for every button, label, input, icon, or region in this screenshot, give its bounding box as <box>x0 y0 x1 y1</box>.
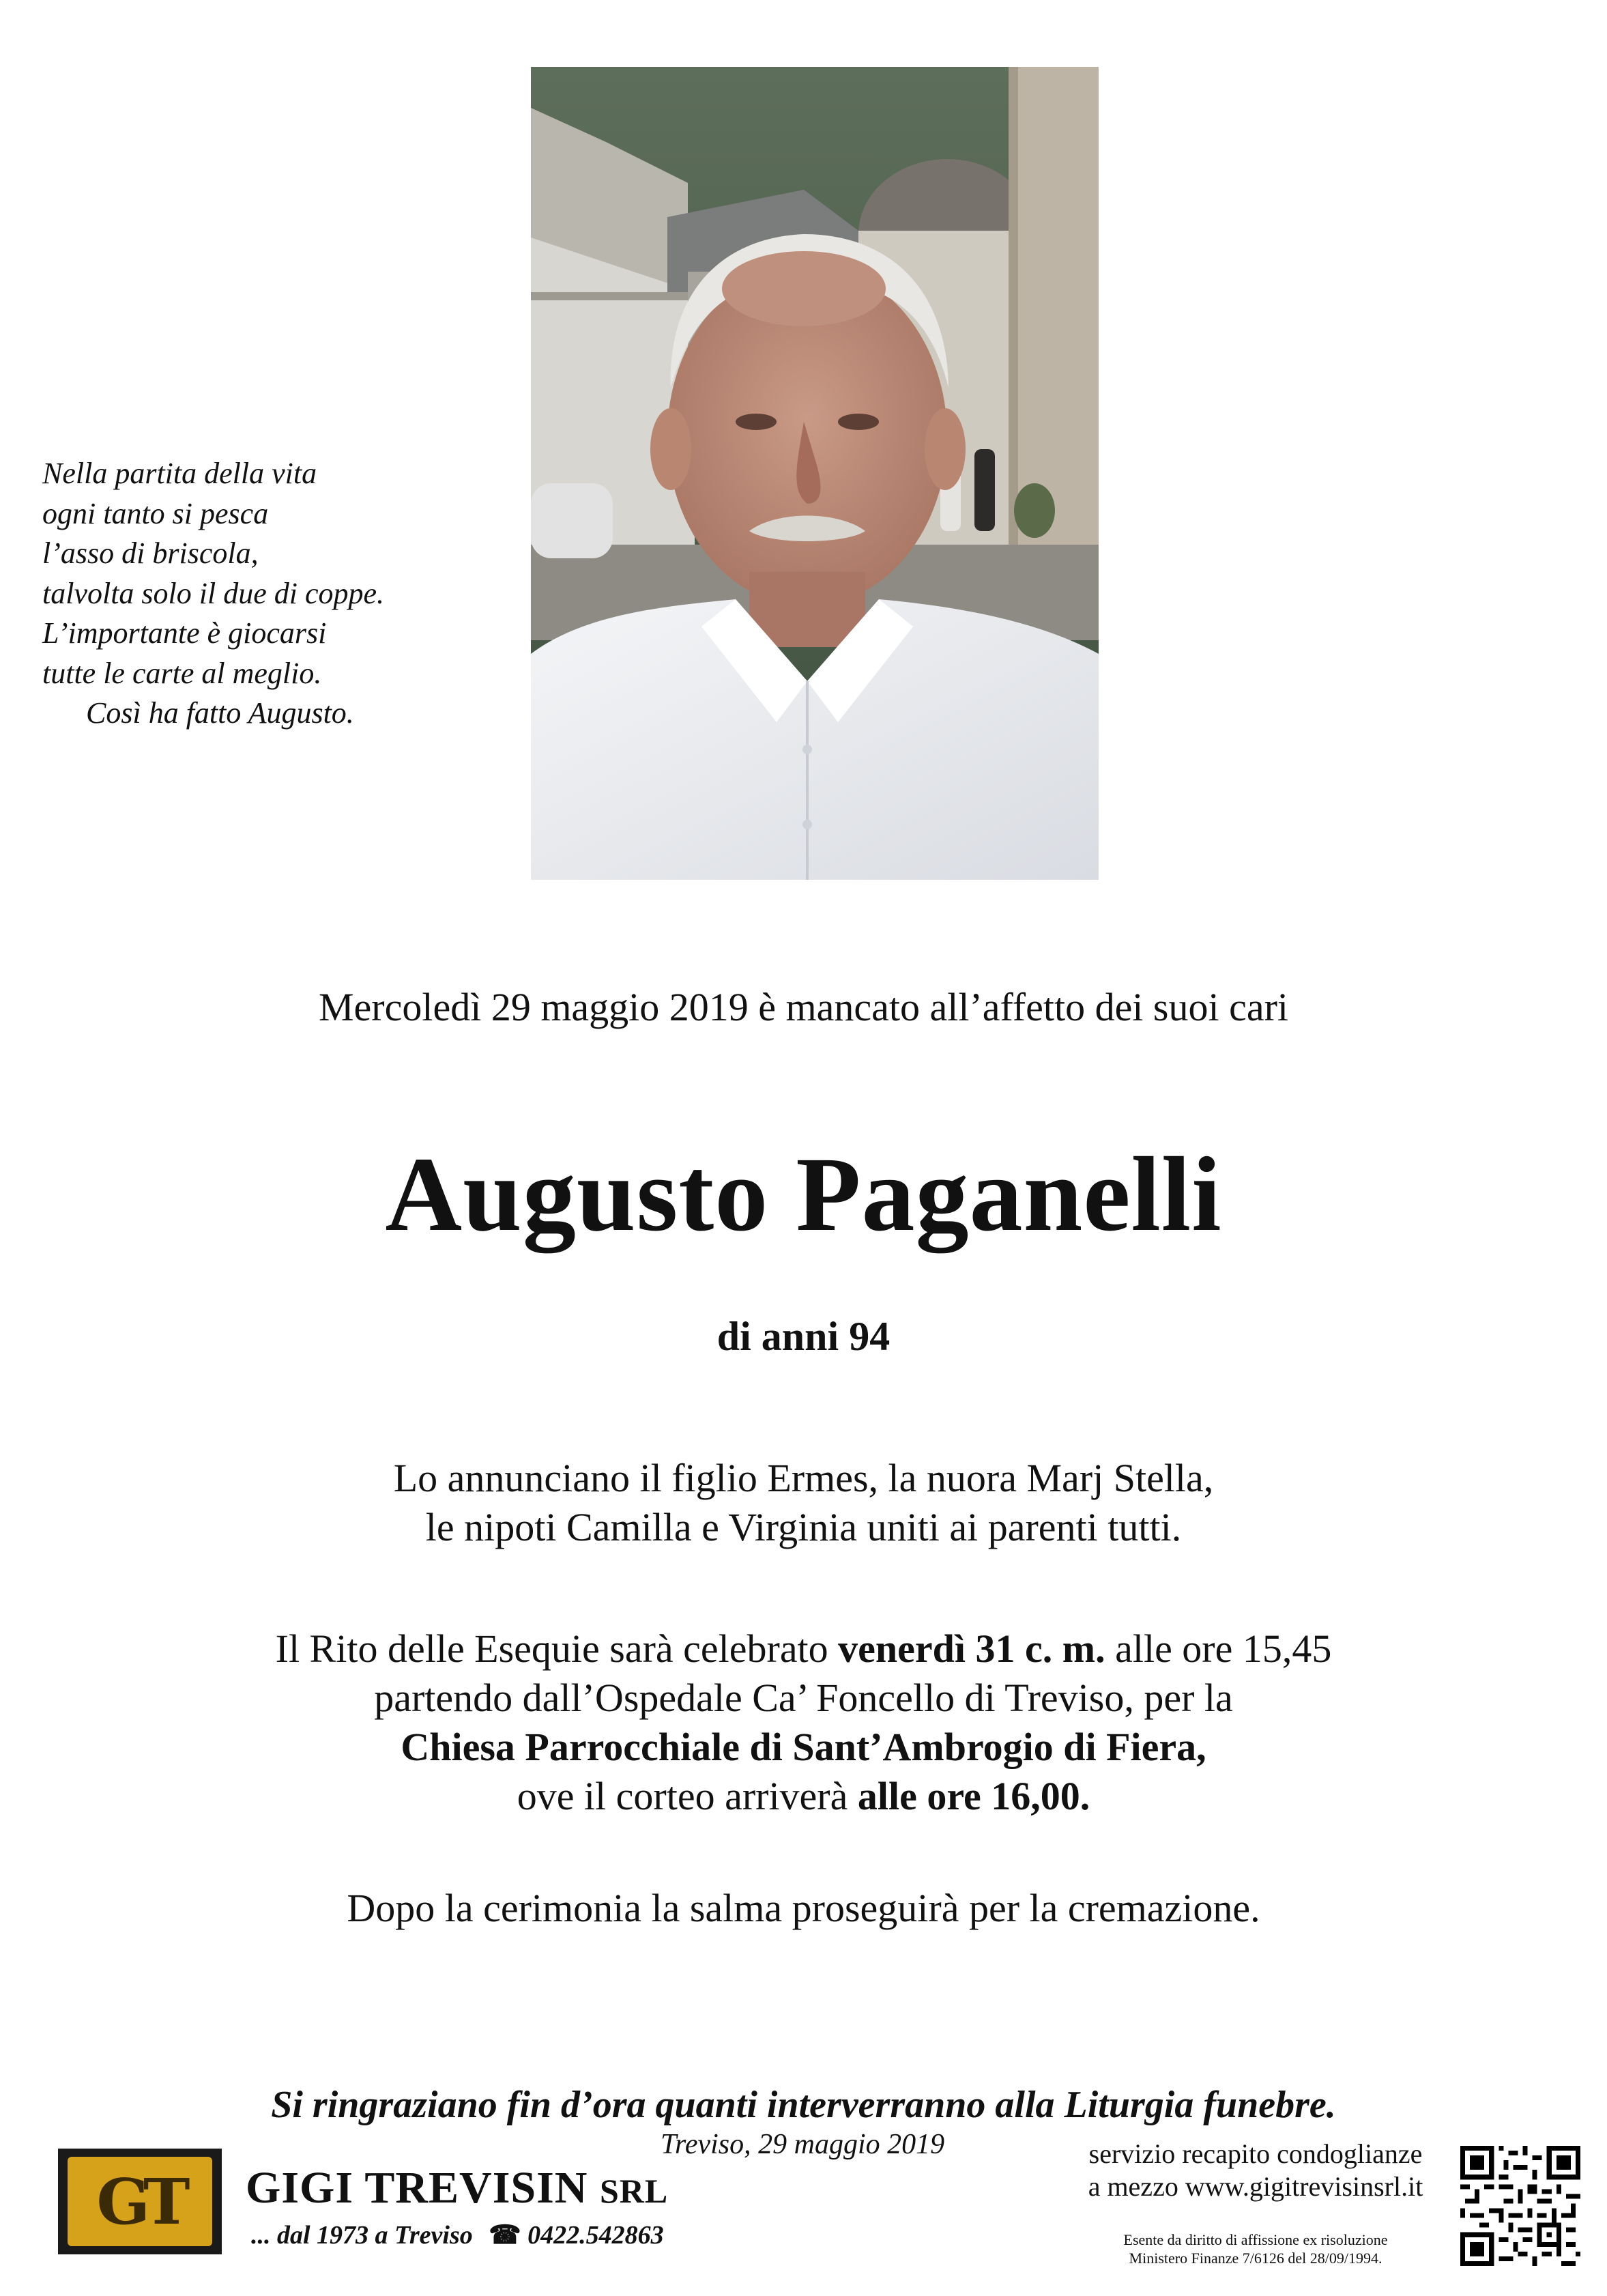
family-line: Lo annunciano il figlio Ermes, la nuora Marj Stella, <box>393 1456 1214 1500</box>
epigraph-line: l’asso di briscola, <box>42 536 259 570</box>
deceased-name: Augusto Paganelli <box>385 1135 1222 1253</box>
epigraph-line: L’importante è giocarsi <box>42 616 327 650</box>
funeral-time: alle ore 15,45 <box>1105 1626 1332 1671</box>
announcement-intro: Mercoledì 29 maggio 2019 è mancato all’affetto dei suoi cari <box>318 985 1289 1029</box>
company-since: ... dal 1973 a Treviso <box>251 2221 473 2250</box>
company-logo <box>58 2149 222 2254</box>
epigraph <box>42 454 479 734</box>
family-line: le nipoti Camilla e Virginia uniti ai parenti tutti. <box>425 1505 1182 1549</box>
funeral-paragraph <box>0 1624 1607 1821</box>
family-paragraph <box>0 1454 1607 1552</box>
service-line: servizio recapito condoglianze <box>1088 2138 1423 2169</box>
epigraph-line: Nella partita della vita <box>42 457 317 490</box>
place-date: Treviso, 29 maggio 2019 <box>661 2129 945 2160</box>
epigraph-signature: Così ha fatto Augusto. <box>86 696 354 730</box>
epigraph-line: talvolta solo il due di coppe. <box>42 576 385 610</box>
company-phone: 0422.542863 <box>527 2221 664 2250</box>
church-name: Chiesa Parrocchiale di Sant’Ambrogio di Fiera, <box>401 1725 1206 1769</box>
service-line: a mezzo www.gigitrevisinsrl.it <box>1088 2171 1423 2202</box>
funeral-date: venerdì 31 c. m. <box>838 1626 1105 1671</box>
condolence-service <box>1065 2138 1447 2203</box>
exempt-line: Ministero Finanze 7/6126 del 28/09/1994. <box>1129 2250 1382 2267</box>
deceased-age: di anni 94 <box>716 1314 891 1359</box>
epigraph-line: ogni tanto si pesca <box>42 496 269 530</box>
company-name-text: GIGI TREVISIN <box>246 2163 588 2213</box>
exempt-line: Esente da diritto di affissione ex risoluzione <box>1123 2231 1388 2248</box>
funeral-line-1 <box>0 1624 1607 1674</box>
cremation-note: Dopo la cerimonia la salma proseguirà per la cremazione. <box>347 1886 1260 1930</box>
funeral-line-4 <box>0 1772 1607 1821</box>
company-details <box>251 2220 664 2250</box>
logo-plate <box>68 2157 212 2246</box>
logo-monogram: GT <box>96 2165 184 2239</box>
funeral-text: ove il corteo arriverà <box>517 1774 858 1818</box>
funeral-church <box>0 1723 1607 1772</box>
epigraph-line: tutte le carte al meglio. <box>42 656 322 690</box>
portrait-photo <box>531 67 1099 880</box>
thanks-line: Si ringraziano fin d’ora quanti interverranno alla Liturgia funebre. <box>271 2084 1336 2126</box>
qr-code-icon[interactable] <box>1460 2146 1580 2266</box>
company-name <box>246 2162 668 2214</box>
arrival-time: alle ore 16,00. <box>857 1774 1090 1818</box>
company-suffix: SRL <box>599 2172 669 2210</box>
phone-icon: ☎ <box>489 2221 521 2250</box>
funeral-line-2: partendo dall’Ospedale Ca’ Foncello di Treviso, per la <box>374 1676 1233 1720</box>
tax-exemption-note <box>1065 2230 1447 2267</box>
funeral-text: Il Rito delle Esequie sarà celebrato <box>275 1626 839 1671</box>
